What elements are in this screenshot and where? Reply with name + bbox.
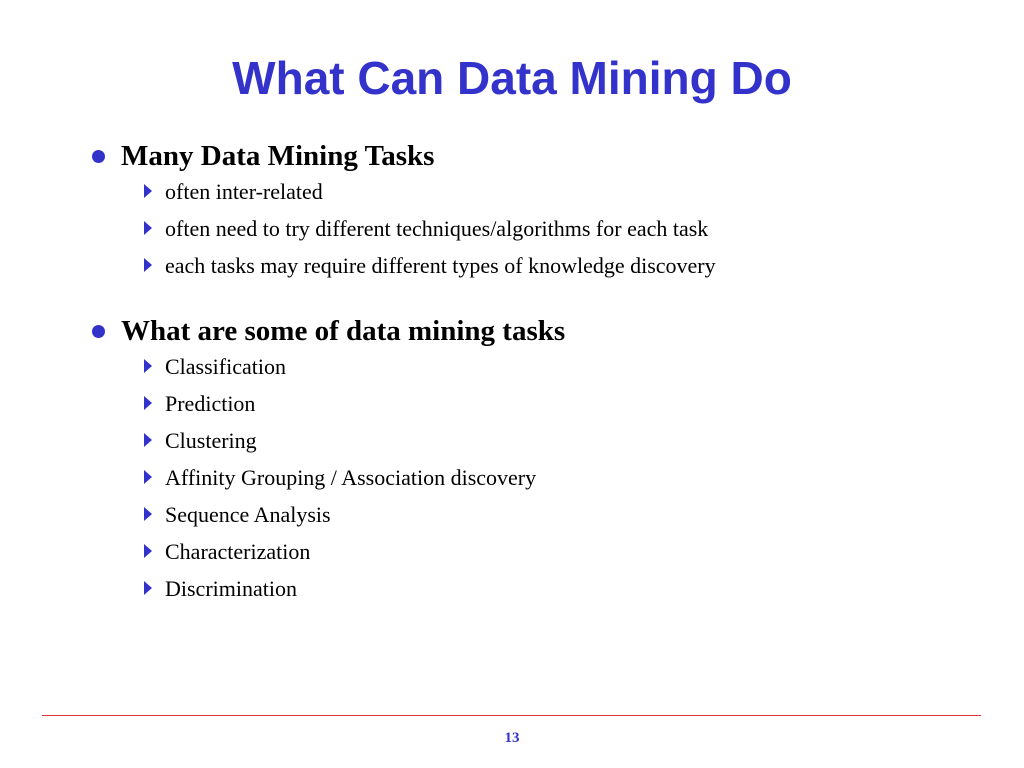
triangle-bullet-icon: [144, 221, 152, 235]
triangle-bullet-icon: [144, 544, 152, 558]
sub-bullet-text: Clustering: [165, 428, 257, 453]
triangle-bullet-icon: [144, 396, 152, 410]
sub-bullet-text: often inter-related: [165, 179, 323, 204]
triangle-bullet-icon: [144, 258, 152, 272]
bullet-text: What are some of data mining tasks: [121, 315, 566, 347]
sub-bullet-text: Sequence Analysis: [165, 502, 331, 527]
sub-bullet-text: Classification: [165, 354, 286, 379]
footer-divider: [42, 715, 981, 716]
page-number: 13: [504, 730, 520, 746]
sub-bullet-text: Affinity Grouping / Association discovery: [165, 465, 537, 490]
sub-bullet-text: Discrimination: [165, 576, 297, 601]
bullet-dot-icon: [92, 150, 105, 163]
triangle-bullet-icon: [144, 433, 152, 447]
triangle-bullet-icon: [144, 507, 152, 521]
bullet-text: Many Data Mining Tasks: [121, 140, 435, 172]
bullet-dot-icon: [92, 325, 105, 338]
slide-title: What Can Data Mining Do: [232, 52, 792, 104]
sub-bullet-text: Prediction: [165, 391, 256, 416]
sub-bullet-text: Characterization: [165, 539, 311, 564]
sub-bullet-text: each tasks may require different types of knowledge discovery: [165, 253, 716, 278]
triangle-bullet-icon: [144, 184, 152, 198]
triangle-bullet-icon: [144, 581, 152, 595]
sub-bullet-text: often need to try different techniques/algorithms for each task: [165, 216, 709, 241]
triangle-bullet-icon: [144, 470, 152, 484]
triangle-bullet-icon: [144, 359, 152, 373]
